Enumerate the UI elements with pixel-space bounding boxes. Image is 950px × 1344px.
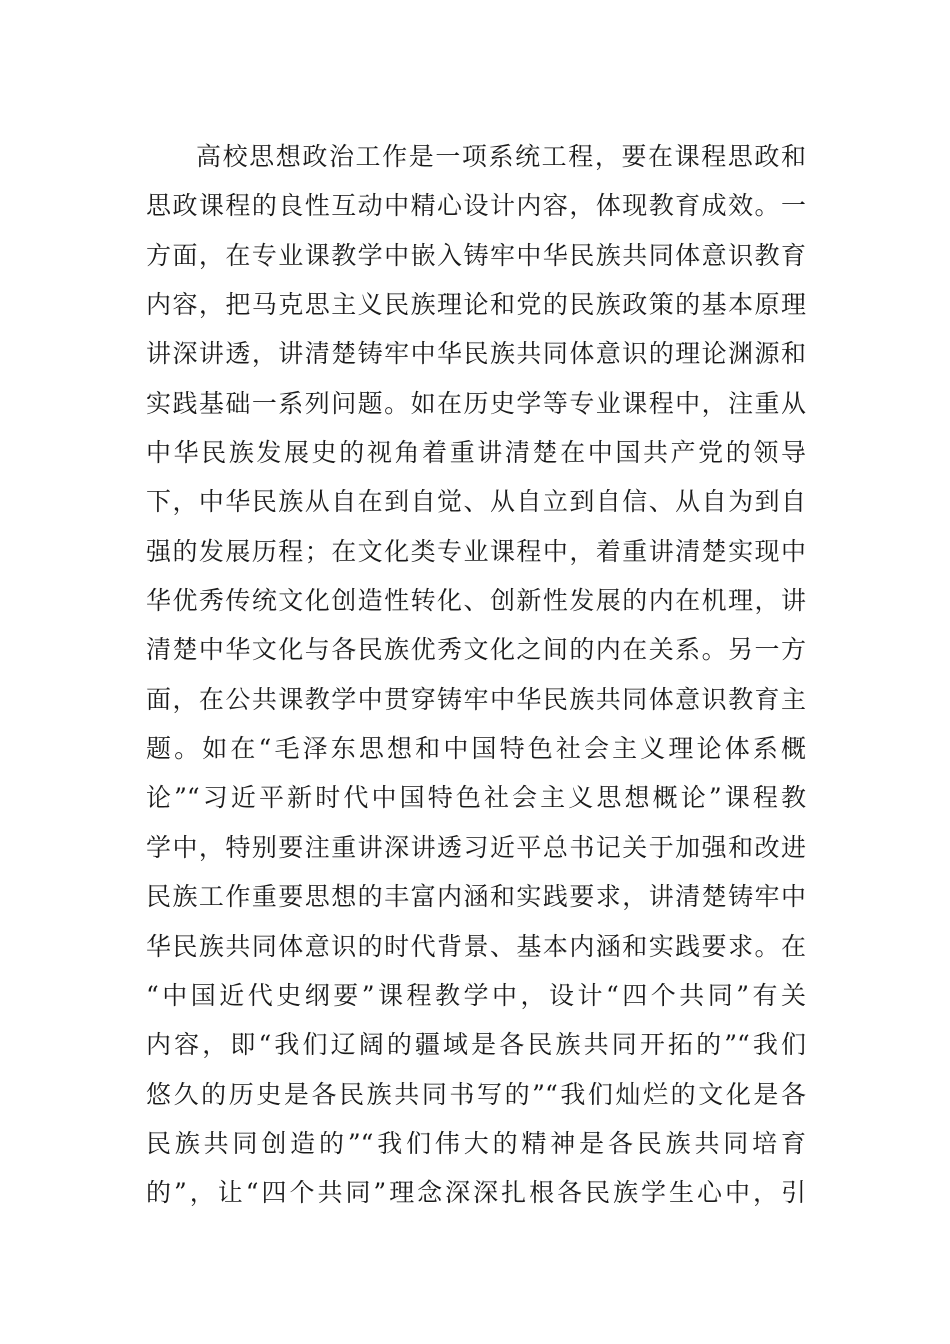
paragraph-line: 的”，让“四个共同”理念深深扎根各民族学生心中，引 [146, 1178, 806, 1208]
paragraph-line: 中华民族发展史的视角着重讲清楚在中国共产党的领导 [146, 438, 806, 468]
paragraph-line: 内容，把马克思主义民族理论和党的民族政策的基本原理 [146, 290, 806, 320]
paragraph-line: 实践基础一系列问题。如在历史学等专业课程中，注重从 [146, 388, 806, 418]
paragraph-line: 华优秀传统文化创造性转化、创新性发展的内在机理，讲 [146, 586, 806, 616]
paragraph-line: 悠久的历史是各民族共同书写的”“我们灿烂的文化是各 [146, 1079, 806, 1109]
paragraph-line: 讲深讲透，讲清楚铸牢中华民族共同体意识的理论渊源和 [146, 339, 806, 369]
paragraph-line: “中国近代史纲要”课程教学中，设计“四个共同”有关 [146, 980, 806, 1010]
paragraph-line: 清楚中华文化与各民族优秀文化之间的内在关系。另一方 [146, 635, 806, 665]
paragraph-line: 高校思想政治工作是一项系统工程，要在课程思政和 [196, 142, 806, 171]
paragraph-line: 方面，在专业课教学中嵌入铸牢中华民族共同体意识教育 [146, 240, 806, 270]
paragraph-line: 面，在公共课教学中贯穿铸牢中华民族共同体意识教育主 [146, 684, 806, 714]
paragraph-line: 学中，特别要注重讲深讲透习近平总书记关于加强和改进 [146, 832, 806, 862]
paragraph-line: 华民族共同体意识的时代背景、基本内涵和实践要求。在 [146, 931, 806, 961]
paragraph-line: 强的发展历程；在文化类专业课程中，着重讲清楚实现中 [146, 536, 806, 566]
body-paragraph [146, 132, 806, 1218]
paragraph-line: 思政课程的良性互动中精心设计内容，体现教育成效。一 [146, 191, 806, 221]
paragraph-line: 民族共同创造的”“我们伟大的精神是各民族共同培育 [146, 1128, 806, 1158]
paragraph-line: 下，中华民族从自在到自觉、从自立到自信、从自为到自 [146, 487, 806, 517]
paragraph-line: 民族工作重要思想的丰富内涵和实践要求，讲清楚铸牢中 [146, 882, 806, 912]
paragraph-line: 论”“习近平新时代中国特色社会主义思想概论”课程教 [146, 783, 806, 813]
paragraph-line: 题。如在“毛泽东思想和中国特色社会主义理论体系概 [146, 734, 806, 764]
paragraph-line: 内容，即“我们辽阔的疆域是各民族共同开拓的”“我们 [146, 1030, 806, 1060]
